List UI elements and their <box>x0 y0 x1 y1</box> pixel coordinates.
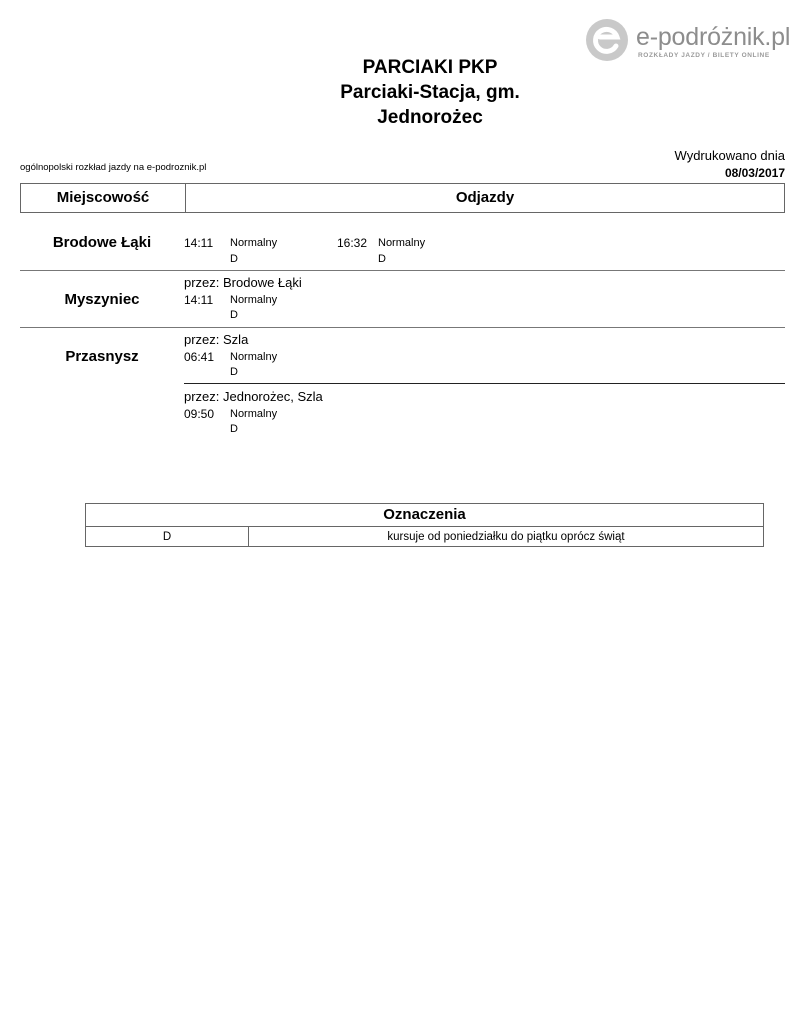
departure-kind: Normalny <box>378 237 426 249</box>
destination-town: Przasnysz <box>65 348 139 365</box>
departure-code: D <box>378 253 386 265</box>
legend-description: kursuje od poniedziałku do piątku oprócz świąt <box>387 531 625 543</box>
column-header-town: Miejscowość <box>21 184 186 212</box>
printed-date: 08/03/2017 <box>724 166 785 180</box>
departure-code: D <box>230 253 238 265</box>
departure-code: D <box>230 309 238 321</box>
source-note: ogólnopolski rozkład jazdy na e-podroznik.pl <box>20 162 207 173</box>
stop-municipality: Jednorożec <box>377 107 483 128</box>
printed-label: Wydrukowano dnia <box>674 148 785 163</box>
departure-kind: Normalny <box>230 294 278 306</box>
legend-title: Oznaczenia <box>86 504 763 527</box>
route-via: przez: Jednorożec, Szla <box>184 389 323 404</box>
row-divider <box>20 327 785 328</box>
departure-kind: Normalny <box>230 237 278 249</box>
destination-town: Myszyniec <box>64 291 140 308</box>
departure-time: 14:11 <box>184 293 214 307</box>
timetable-header <box>20 183 785 213</box>
departure-code: D <box>230 423 238 435</box>
departure-code: D <box>230 366 238 378</box>
departure-time: 09:50 <box>184 407 215 421</box>
stop-title: PARCIAKI PKP <box>362 57 498 78</box>
legend-table <box>85 503 764 547</box>
logo-tagline: ROZKŁADY JAZDY / BILETY ONLINE <box>638 52 770 59</box>
destination-town: Brodowe Łąki <box>52 234 152 251</box>
departure-time: 16:32 <box>337 236 368 250</box>
legend-code: D <box>86 527 249 547</box>
route-via: przez: Szla <box>184 332 249 347</box>
departure-kind: Normalny <box>230 351 278 363</box>
stop-subtitle: Parciaki-Stacja, gm. <box>340 82 520 103</box>
logo-e-icon <box>586 19 628 61</box>
column-header-departures: Odjazdy <box>455 189 515 206</box>
departure-time: 14:11 <box>184 236 214 250</box>
group-divider <box>184 383 785 384</box>
departure-time: 06:41 <box>184 350 215 364</box>
row-divider <box>20 270 785 271</box>
logo-brand-text: e-podróżnik.pl <box>636 23 791 51</box>
route-via: przez: Brodowe Łąki <box>184 275 302 290</box>
departure-kind: Normalny <box>230 408 278 420</box>
